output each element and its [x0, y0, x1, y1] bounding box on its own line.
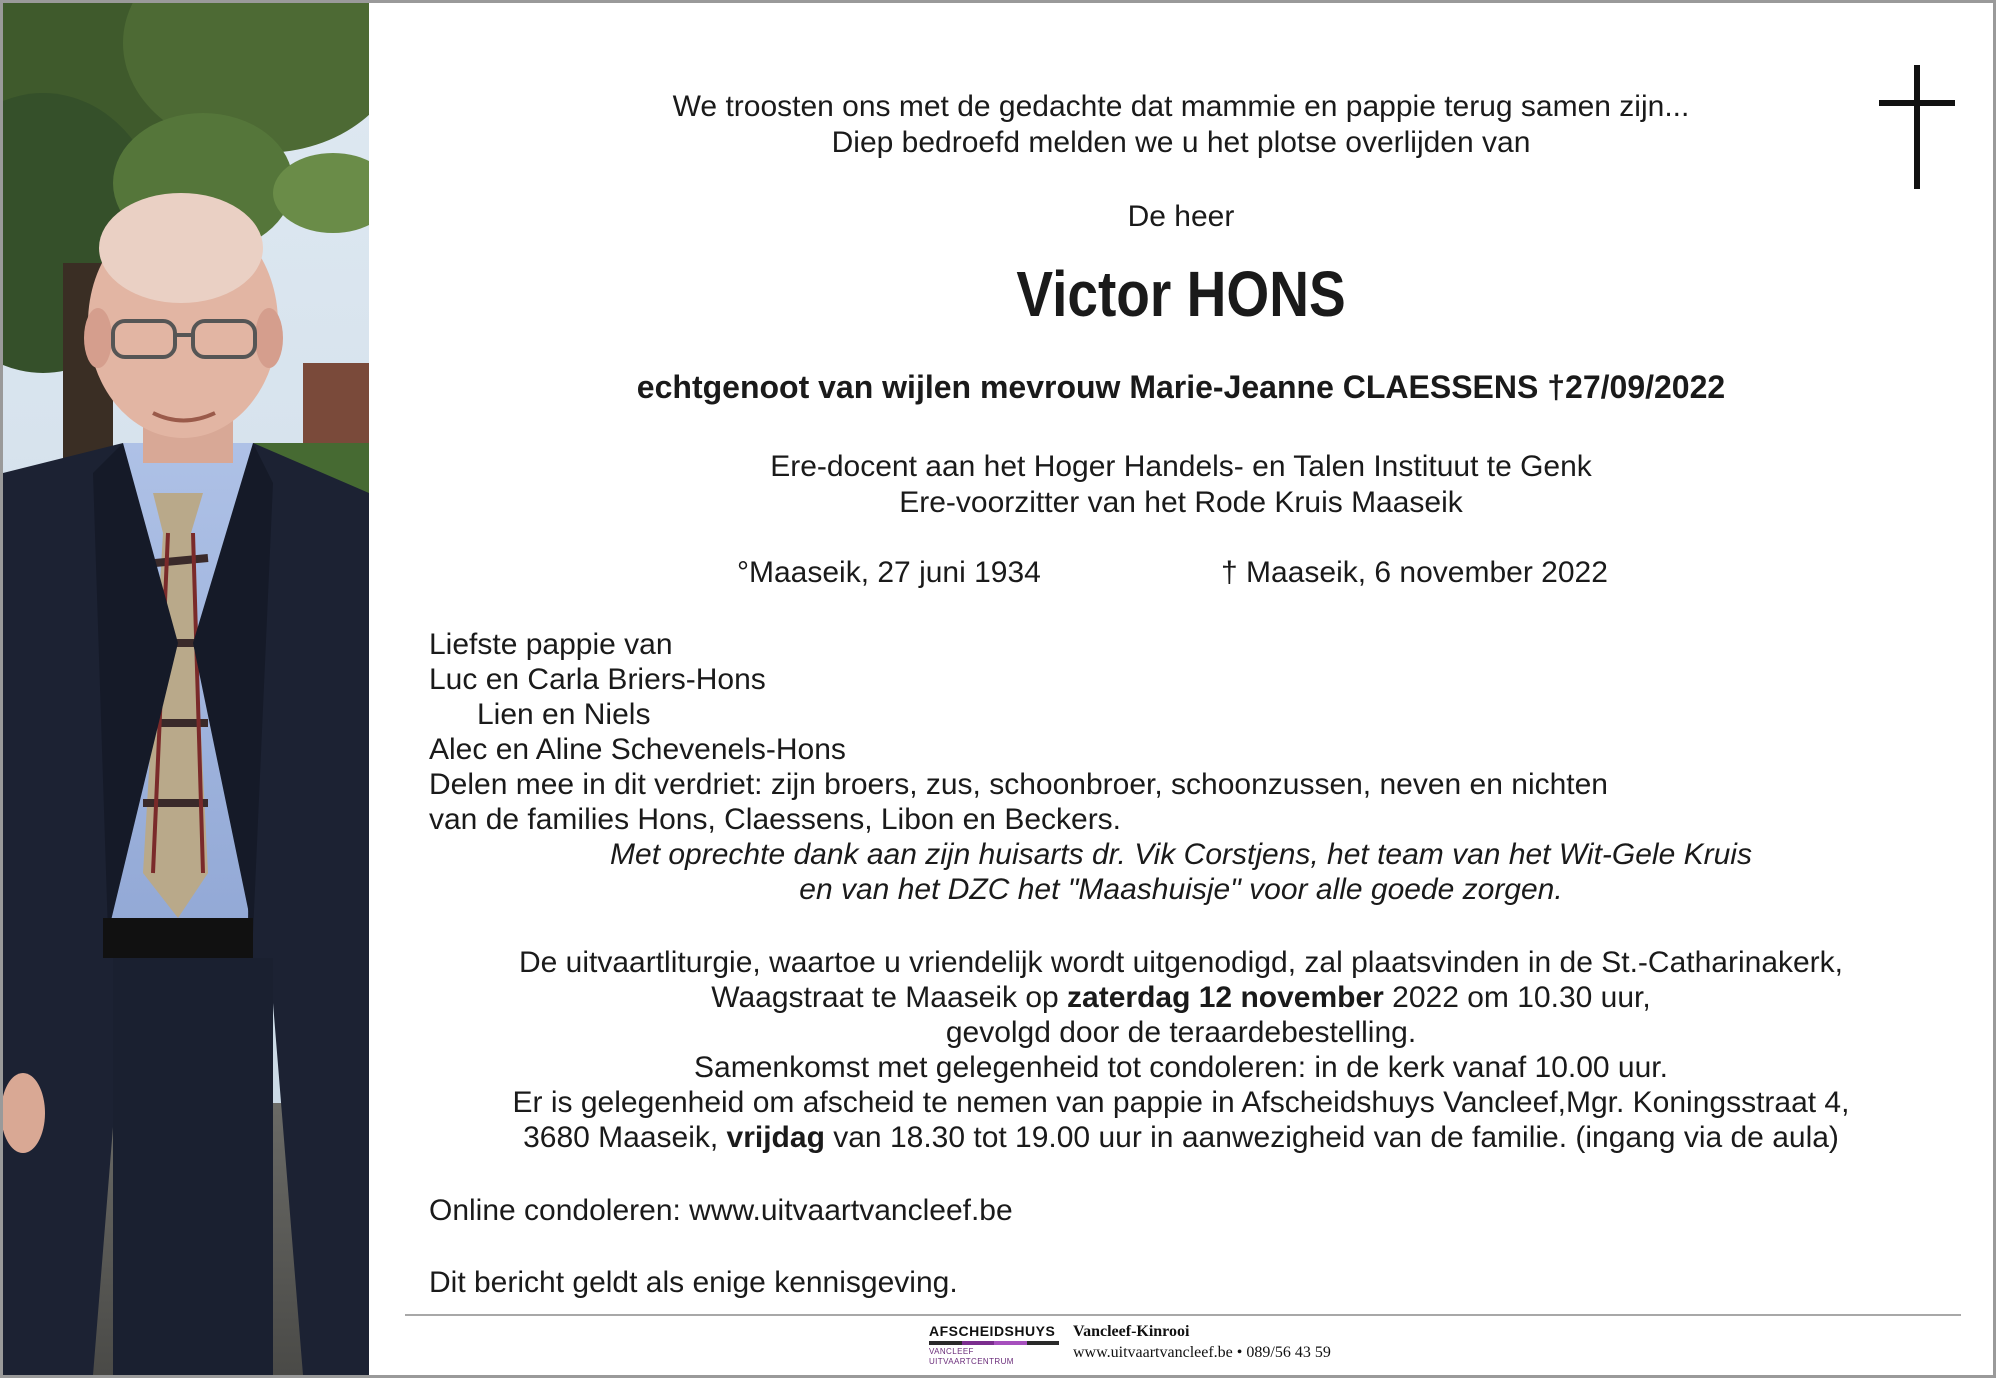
funeral-line-1: De uitvaartliturgie, waartoe u vriendelijk wordt uitgenodigd, zal plaatsvinden in de St.-Catharinakerk, — [518, 946, 1844, 979]
family-intro: Liefste pappie van — [429, 628, 673, 661]
funeral-home-logo — [929, 1323, 1059, 1366]
quote-line-1: We troosten ons met de gedachte dat mammie en pappie terug samen zijn... — [672, 90, 1690, 123]
portrait-photo — [3, 3, 369, 1375]
thanks-line-2: en van het DZC het "Maashuisje" voor alle goede zorgen. — [799, 873, 1563, 906]
footer-company: Vancleef-Kinrooi — [1073, 1323, 1190, 1340]
footer-website-phone: www.uitvaartvancleef.be • 089/56 43 59 — [1073, 1344, 1331, 1361]
quote-line-2: Diep bedroefd melden we u het plotse overlijden van — [831, 126, 1531, 159]
funeral-date: zaterdag 12 november — [1067, 981, 1384, 1014]
viewing-day: vrijdag — [726, 1121, 825, 1154]
deceased-name: Victor HONS — [1016, 258, 1346, 330]
birth-date: °Maaseik, 27 juni 1934 — [737, 556, 1041, 589]
notice-content — [369, 3, 1993, 1375]
notice-statement: Dit bericht geldt als enige kennisgeving. — [429, 1266, 958, 1299]
funeral-line-2 — [369, 980, 1993, 1016]
funeral-line-5: Er is gelegenheid om afscheid te nemen van pappie in Afscheidshuys Vancleef,Mgr. Koningsstraat 4, — [512, 1086, 1850, 1119]
thanks-line-1: Met oprechte dank aan zijn huisarts dr. Vik Corstjens, het team van het Wit-Gele Kruis — [610, 838, 1752, 871]
title-line-2: Ere-voorzitter van het Rode Kruis Maaseik — [899, 486, 1463, 519]
family-line-1: Luc en Carla Briers-Hons — [429, 663, 766, 696]
title-line-1: Ere-docent aan het Hoger Handels- en Talen Instituut te Genk — [770, 450, 1592, 483]
funeral-line-2c: 2022 om 10.30 uur, — [1383, 981, 1651, 1014]
salutation: De heer — [1127, 200, 1235, 233]
spouse-line: echtgenoot van wijlen mevrouw Marie-Jeanne CLAESSENS †27/09/2022 — [636, 369, 1726, 405]
footer-divider — [405, 1314, 1961, 1316]
online-condolence: Online condoleren: www.uitvaartvancleef.be — [429, 1194, 1013, 1227]
logo-title: AFSCHEIDSHUYS — [929, 1323, 1056, 1339]
funeral-line-2a: Waagstraat te Maaseik op — [711, 981, 1068, 1014]
funeral-line-4: Samenkomst met gelegenheid tot condoleren: in de kerk vanaf 10.00 uur. — [694, 1051, 1668, 1084]
logo-subtitle: VANCLEEF UITVAARTCENTRUM — [929, 1347, 1014, 1366]
funeral-line-6a: 3680 Maaseik, — [523, 1121, 727, 1154]
funeral-line-3: gevolgd door de teraardebestelling. — [945, 1016, 1417, 1049]
funeral-line-6c: van 18.30 tot 19.00 uur in aanwezigheid van de familie. (ingang via de aula) — [824, 1121, 1839, 1154]
death-date: † Maaseik, 6 november 2022 — [1221, 556, 1608, 589]
family-line-3: Alec en Aline Schevenels-Hons — [429, 733, 846, 766]
family-line-5: van de families Hons, Claessens, Libon en Beckers. — [429, 803, 1122, 836]
family-line-2: Lien en Niels — [477, 698, 651, 731]
funeral-line-6 — [369, 1120, 1993, 1156]
footer-contact — [1073, 1321, 1331, 1363]
family-line-4: Delen mee in dit verdriet: zijn broers, zus, schoonbroer, schoonzussen, neven en nichten — [429, 768, 1608, 801]
